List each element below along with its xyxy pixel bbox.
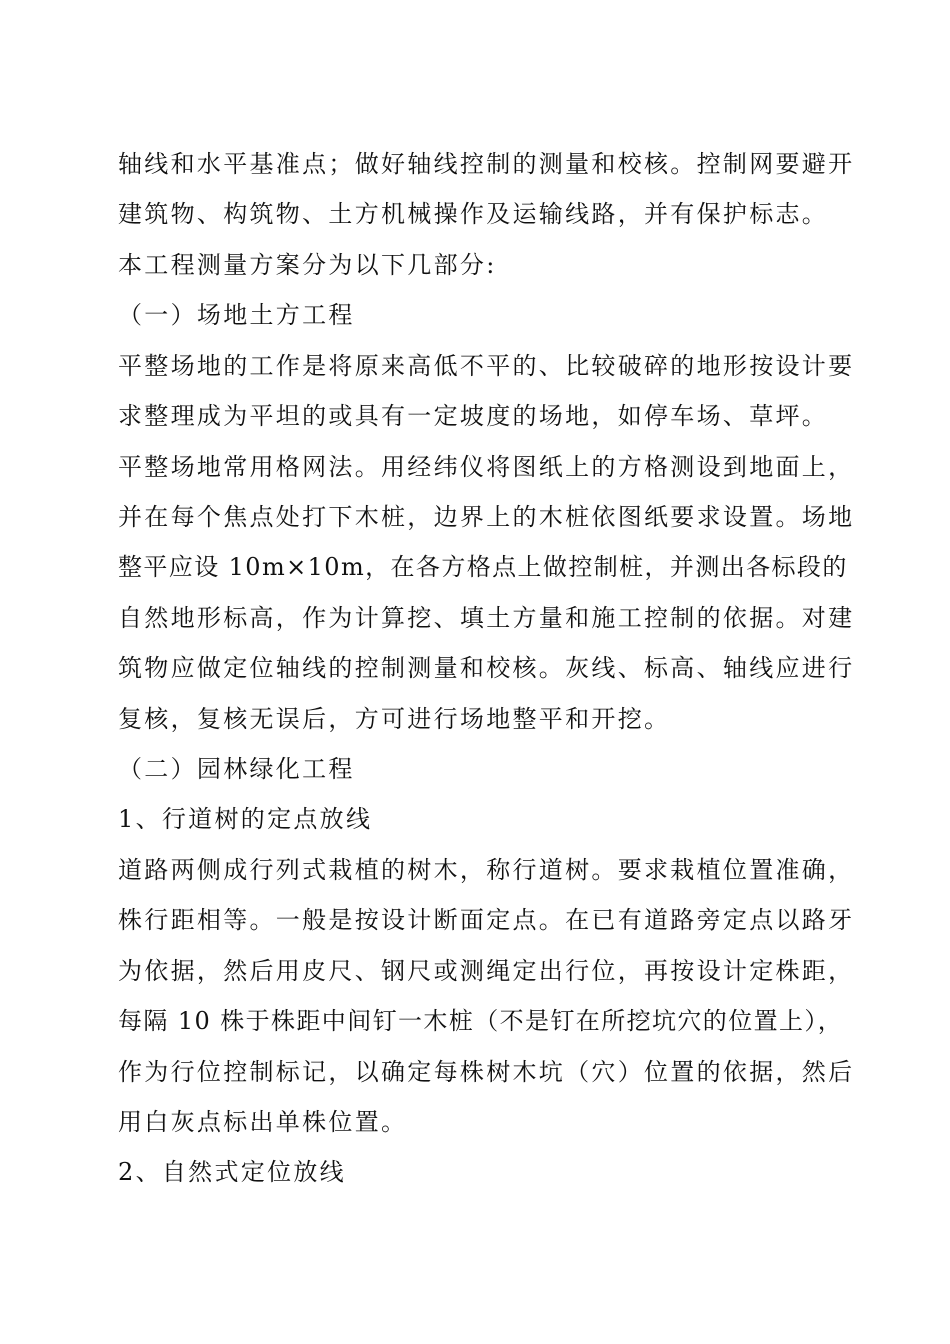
text-line-8: 并在每个焦点处打下木桩，边界上的木桩依图纸要求设置。场地 xyxy=(118,503,855,531)
text-line-9: 整平应设 10m×10m，在各方格点上做控制桩，并测出各标段的 xyxy=(118,553,848,581)
section-heading-1: （一）场地土方工程 xyxy=(118,301,355,329)
text-line-20: 用白灰点标出单株位置。 xyxy=(118,1108,408,1136)
text-line-6: 求整理成为平坦的或具有一定坡度的场地，如停车场、草坪。 xyxy=(118,402,829,430)
text-line-3: 本工程测量方案分为以下几部分: xyxy=(118,251,497,279)
text-line-15: 道路两侧成行列式栽植的树木，称行道树。要求栽植位置准确， xyxy=(118,856,855,884)
text-line-7: 平整场地常用格网法。用经纬仪将图纸上的方格测设到地面上， xyxy=(118,453,855,481)
section-heading-2: （二）园林绿化工程 xyxy=(118,755,355,783)
text-line-1: 轴线和水平基准点；做好轴线控制的测量和校核。控制网要避开 xyxy=(118,150,855,178)
text-line-19: 作为行位控制标记，以确定每株树木坑（穴）位置的依据，然后 xyxy=(118,1058,855,1086)
text-line-12: 复核，复核无误后，方可进行场地整平和开挖。 xyxy=(118,705,671,733)
text-line-11: 筑物应做定位轴线的控制测量和校核。灰线、标高、轴线应进行 xyxy=(118,654,855,682)
text-line-16: 株行距相等。一般是按设计断面定点。在已有道路旁定点以路牙 xyxy=(118,906,855,934)
text-line-2: 建筑物、构筑物、土方机械操作及运输线路，并有保护标志。 xyxy=(118,200,829,228)
text-line-18: 每隔 10 株于株距中间钉一木桩（不是钉在所挖坑穴的位置上）， xyxy=(118,1007,844,1035)
subsection-heading-2: 2、自然式定位放线 xyxy=(118,1158,346,1186)
text-line-5: 平整场地的工作是将原来高低不平的、比较破碎的地形按设计要 xyxy=(118,352,855,380)
subsection-heading-1: 1、行道树的定点放线 xyxy=(118,805,373,833)
text-line-17: 为依据，然后用皮尺、钢尺或测绳定出行位，再按设计定株距， xyxy=(118,957,855,985)
text-line-10: 自然地形标高，作为计算挖、填土方量和施工控制的依据。对建 xyxy=(118,604,855,632)
